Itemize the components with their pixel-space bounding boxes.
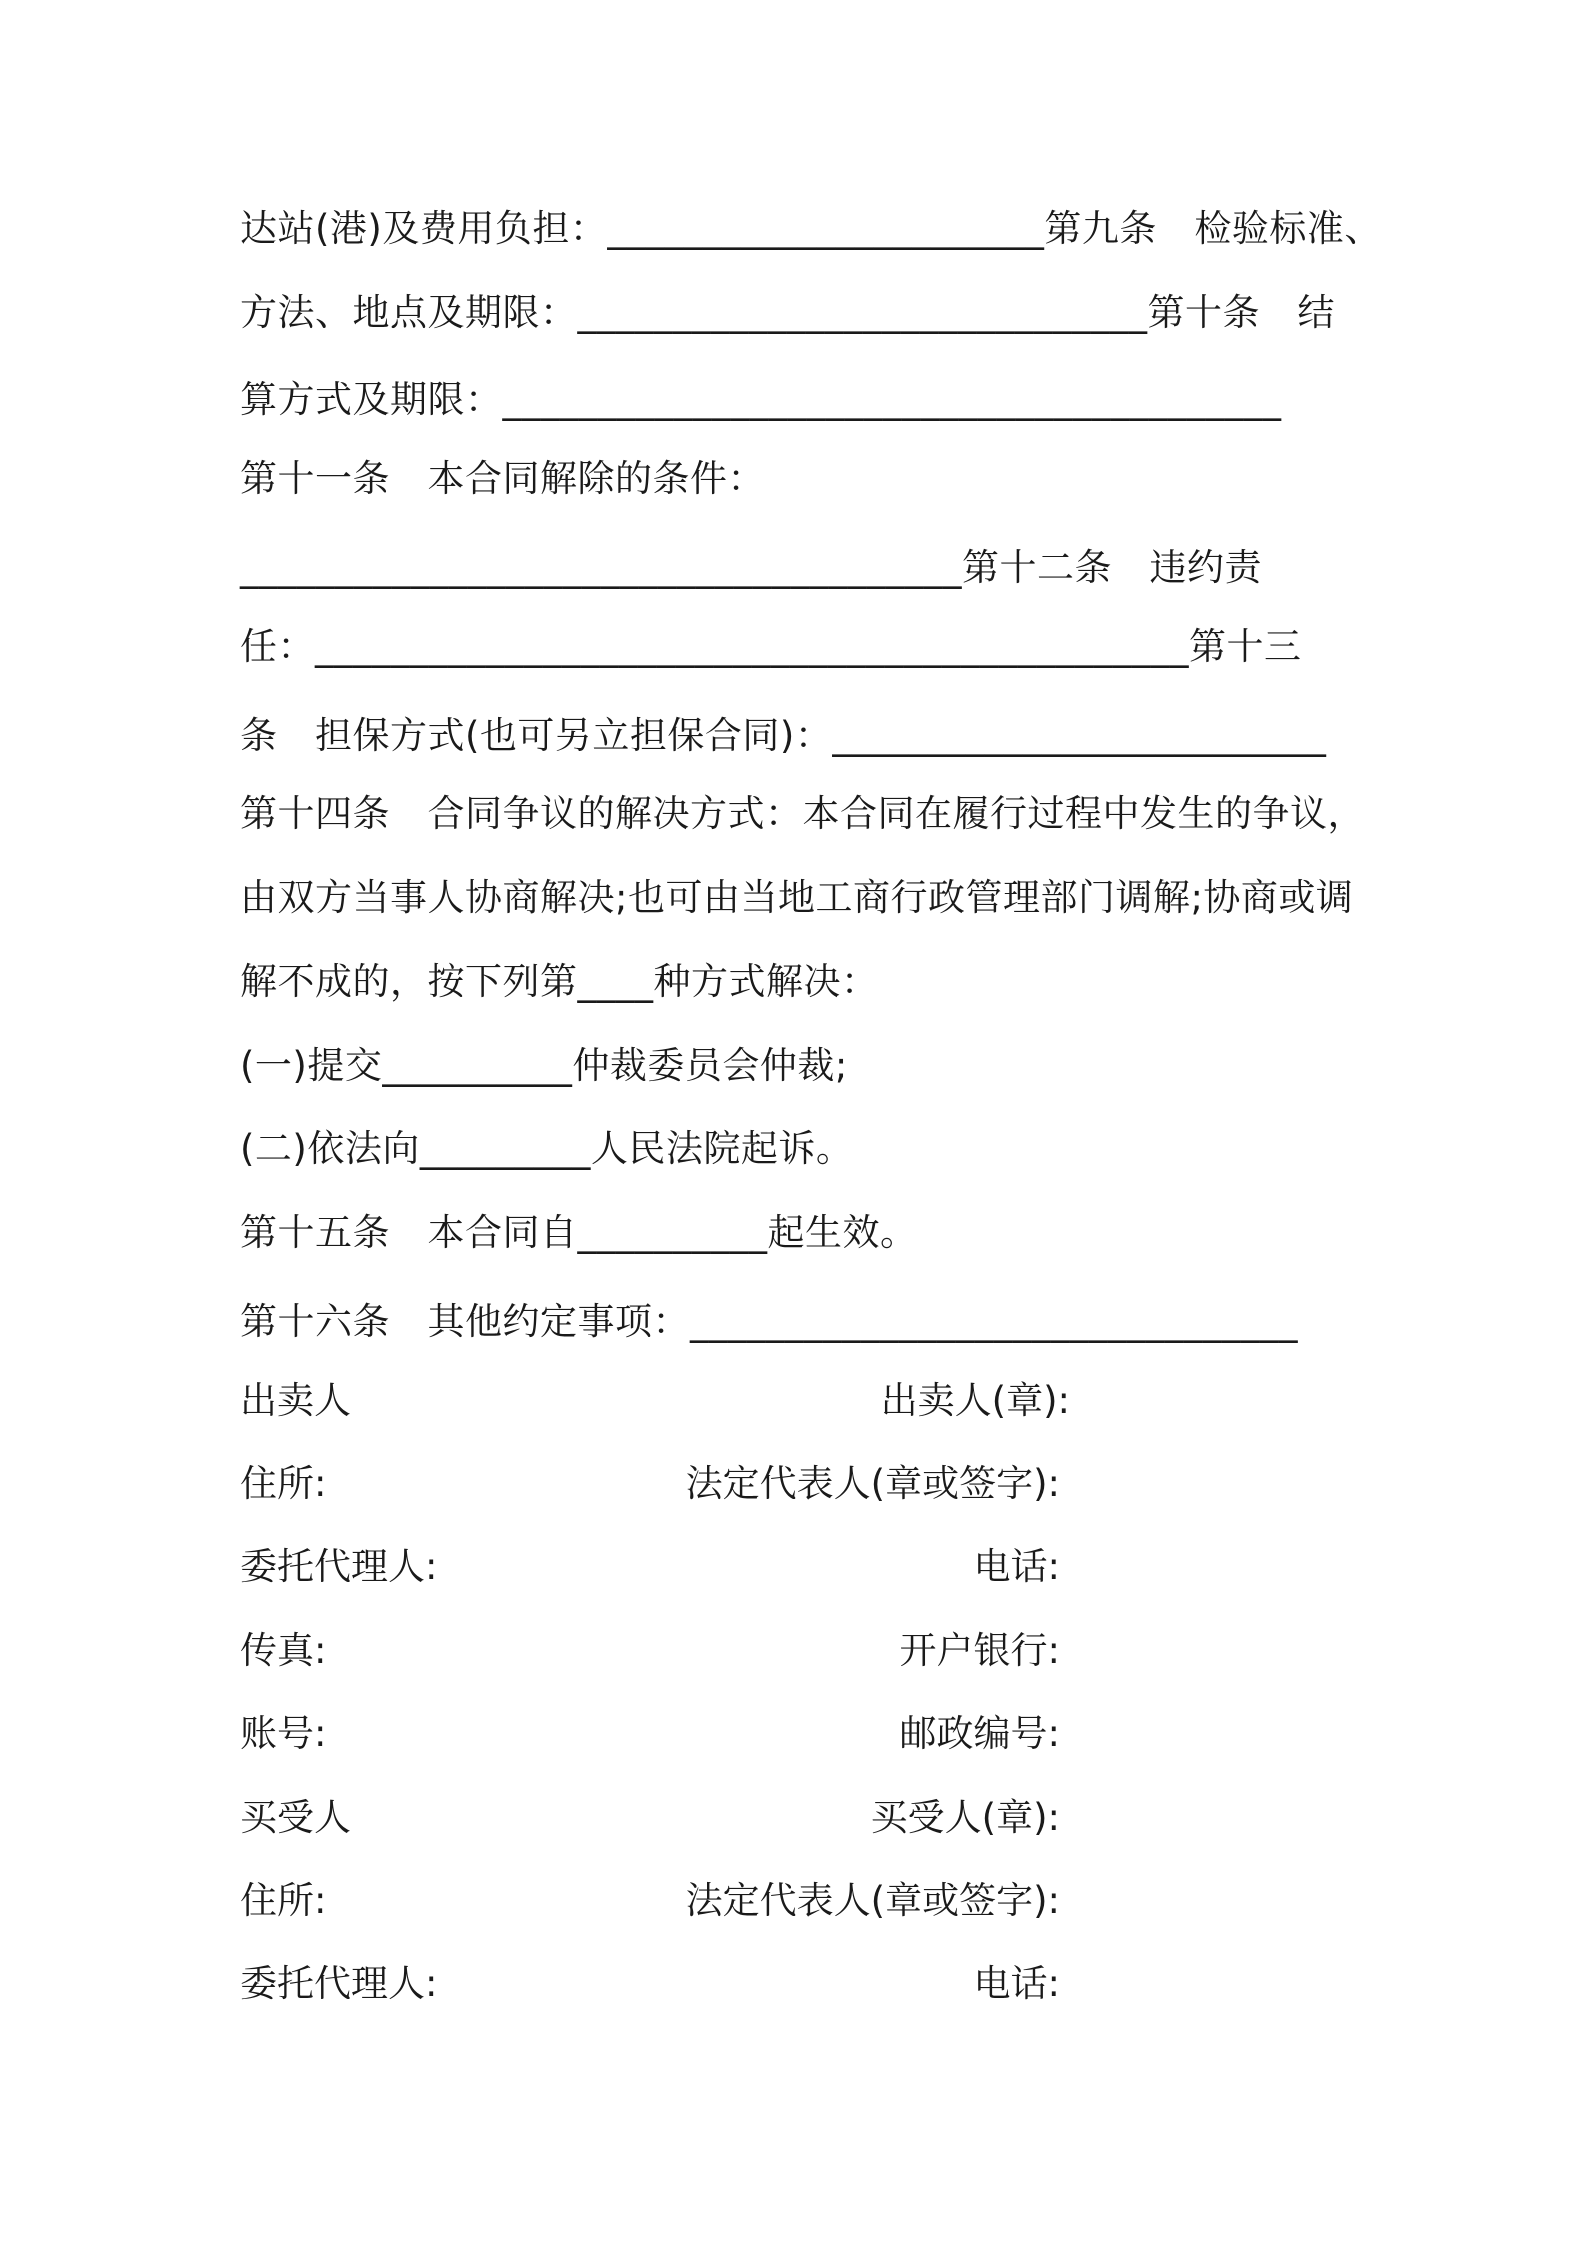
clause-line-11: (一)提交__________仲裁委员会仲裁; <box>240 1044 848 1087</box>
seller-agent-label: 委托代理人: <box>240 1545 438 1588</box>
clause-line-3: 算方式及期限：_________________________________________ <box>240 378 1282 421</box>
buyer-phone-label: 电话: <box>973 1962 1060 2005</box>
clause-line-5: ______________________________________第十二条 违约责 <box>240 546 1262 589</box>
clause-line-2: 方法、地点及期限：______________________________第十条 结 <box>240 291 1335 334</box>
seller-title: 出卖人 <box>240 1379 351 1422</box>
clause-line-6: 任：______________________________________________第十三 <box>240 625 1302 668</box>
clause-line-14: 第十六条 其他约定事项：________________________________ <box>240 1300 1298 1343</box>
seller-bank-label: 开户银行: <box>899 1629 1060 1672</box>
clause-line-12: (二)依法向_________人民法院起诉。 <box>240 1127 854 1170</box>
seller-address-label: 住所: <box>240 1462 327 1505</box>
clause-line-1: 达站(港)及费用负担：_______________________第九条 检验标准、 <box>240 207 1382 250</box>
seller-postcode-label: 邮政编号: <box>899 1712 1060 1755</box>
buyer-seal-label: 买受人(章): <box>870 1796 1060 1839</box>
seller-legal-rep-label: 法定代表人(章或签字): <box>685 1462 1060 1505</box>
clause-line-8: 第十四条 合同争议的解决方式：本合同在履行过程中发生的争议， <box>240 792 1365 835</box>
buyer-title: 买受人 <box>240 1796 351 1839</box>
clause-line-4: 第十一条 本合同解除的条件： <box>240 457 765 500</box>
buyer-agent-label: 委托代理人: <box>240 1962 438 2005</box>
clause-line-13: 第十五条 本合同自__________起生效。 <box>240 1211 918 1254</box>
clause-line-9: 由双方当事人协商解决;也可由当地工商行政管理部门调解;协商或调 <box>240 876 1354 919</box>
clause-line-7: 条 担保方式(也可另立担保合同)：__________________________ <box>240 714 1327 757</box>
seller-seal-label: 出卖人(章): <box>880 1379 1070 1422</box>
seller-fax-label: 传真: <box>240 1629 327 1672</box>
seller-account-label: 账号: <box>240 1712 327 1755</box>
seller-phone-label: 电话: <box>973 1545 1060 1588</box>
buyer-legal-rep-label: 法定代表人(章或签字): <box>685 1879 1060 1922</box>
clause-line-10: 解不成的，按下列第____种方式解决： <box>240 960 879 1003</box>
buyer-address-label: 住所: <box>240 1879 327 1922</box>
